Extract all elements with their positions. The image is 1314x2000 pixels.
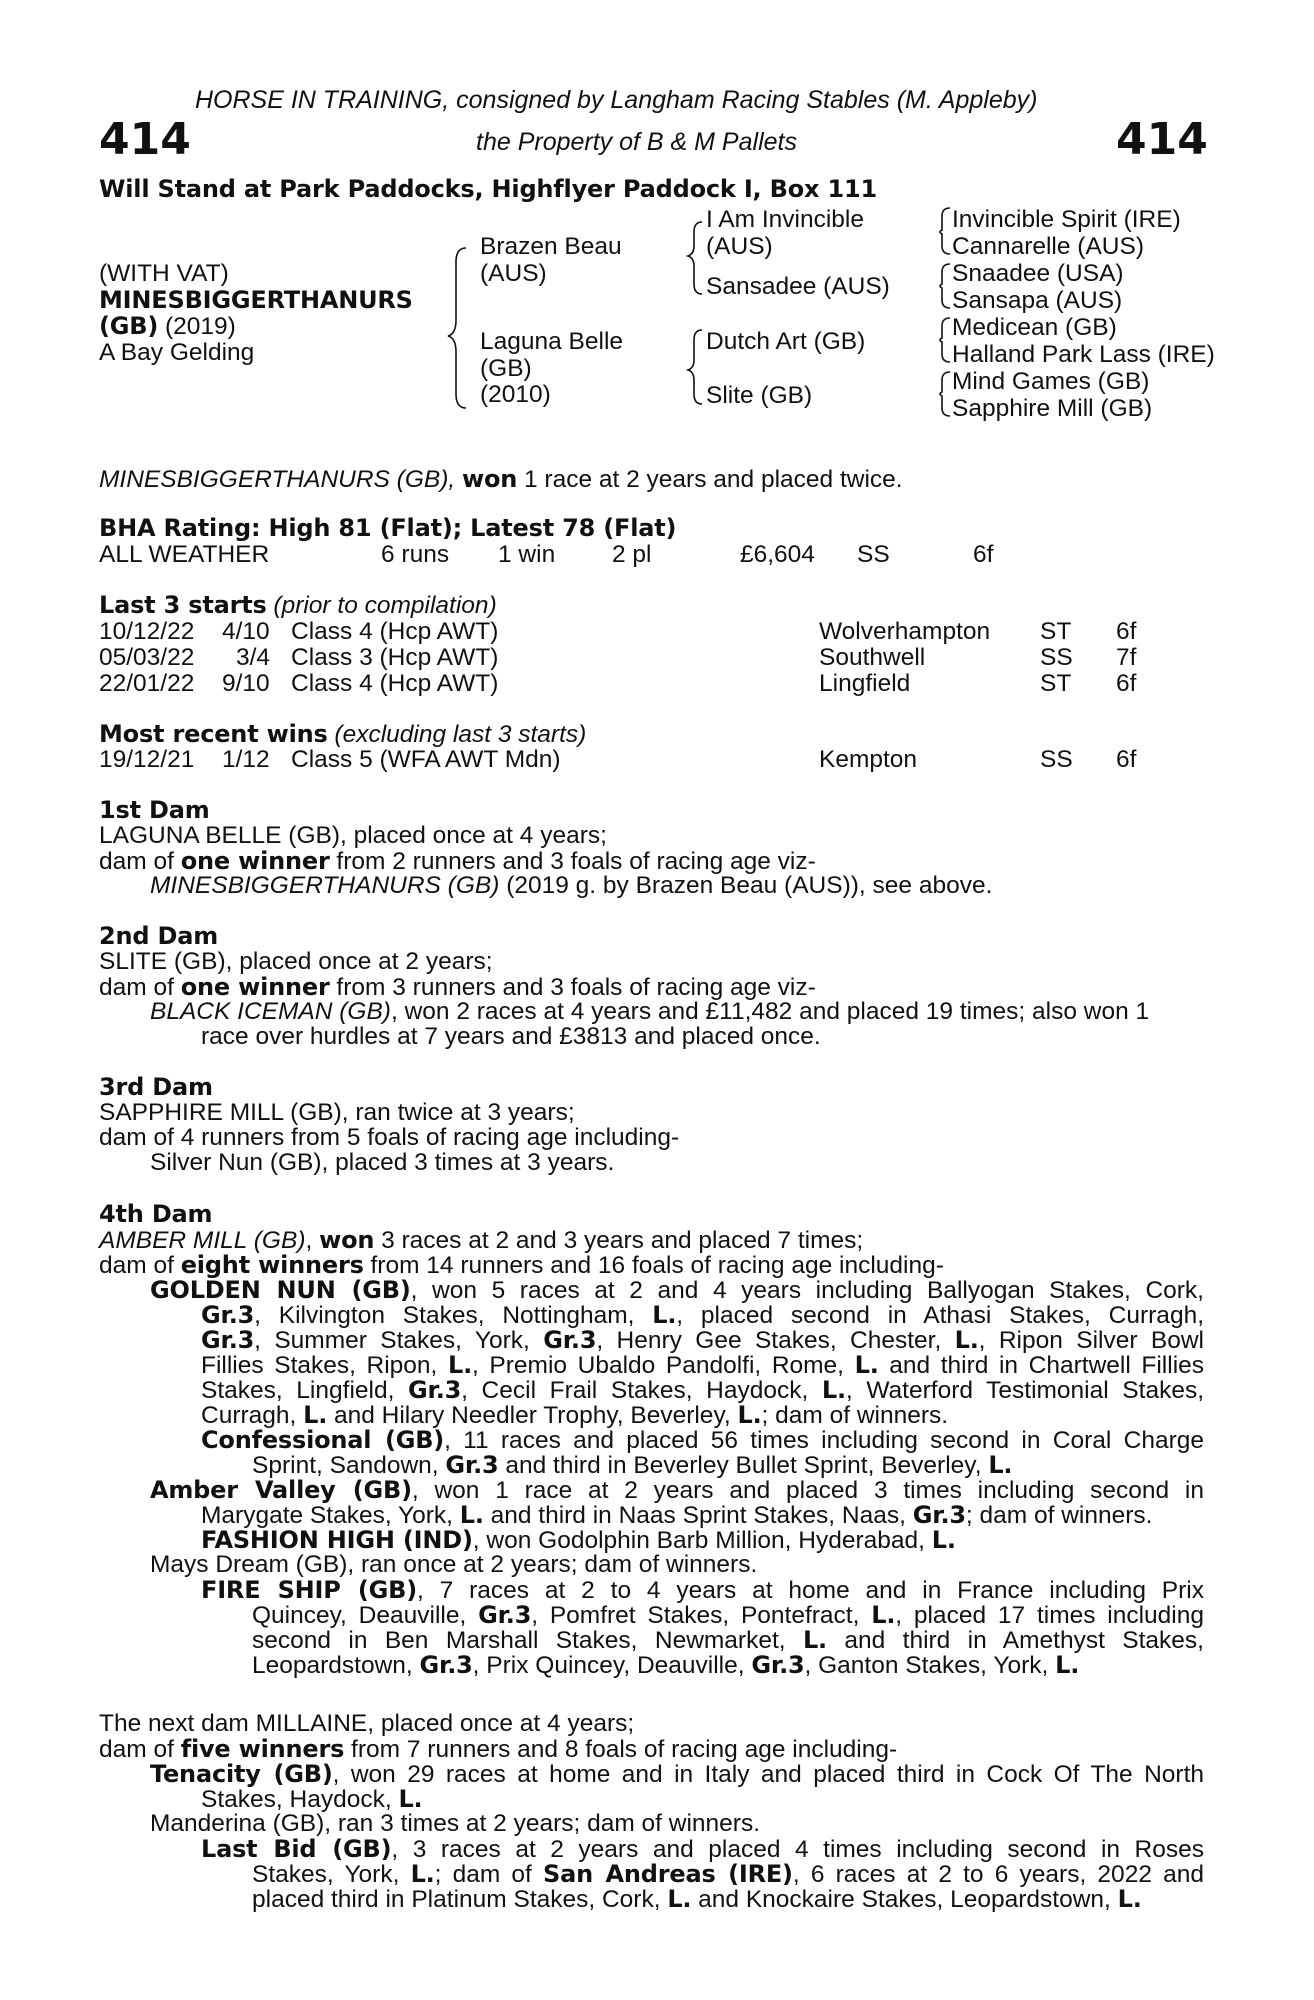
win-race: Class 5 (WFA AWT Mdn) xyxy=(291,746,561,773)
start-distance: 6f xyxy=(1116,670,1137,697)
dam-year: (2010) xyxy=(480,381,551,408)
fire-ship-line2 xyxy=(252,1603,1204,1629)
grade-badge: Gr.3 xyxy=(751,1651,805,1679)
gn3b: , Summer Stakes, York, xyxy=(254,1327,544,1354)
lb2e: , 6 races at 2 to 6 years, 2022 and xyxy=(792,1861,1204,1888)
dam2-line3 xyxy=(150,1000,1149,1025)
dam4-line2 xyxy=(99,1253,944,1279)
recent-wins-title: Most recent wins xyxy=(99,720,328,748)
fh1: , won Godolphin Barb Million, Hyderabad, xyxy=(472,1527,932,1554)
ten2a: Stakes, Haydock, xyxy=(201,1786,399,1813)
grade-badge: Gr.3 xyxy=(419,1651,473,1679)
dam4-l1d: 3 races at 2 and 3 years and placed 7 times; xyxy=(374,1227,864,1254)
dam1-l2c: from 2 runners and 3 foals of racing age viz- xyxy=(329,848,816,875)
ten1: , won 29 races at home and in Italy and placed third in Cock Of The North xyxy=(332,1761,1205,1788)
dam4-l2b: eight winners xyxy=(180,1251,364,1279)
listed-badge: L. xyxy=(410,1860,435,1888)
grade-badge: Gr.3 xyxy=(543,1326,597,1354)
listed-badge: L. xyxy=(303,1401,328,1429)
bha-rating: BHA Rating: High 81 (Flat); Latest 78 (Flat) xyxy=(99,514,677,542)
nd-l2c: from 7 runners and 8 foals of racing age including- xyxy=(344,1736,898,1763)
dam2-l2c: from 3 runners and 3 foals of racing age viz- xyxy=(329,974,816,1001)
dam-country: (GB) xyxy=(480,355,532,382)
dss-name: Medicean (GB) xyxy=(952,314,1117,341)
gn2b: , Kilvington Stakes, Nottingham, xyxy=(254,1302,653,1329)
last-bid-line2 xyxy=(252,1862,1204,1888)
start-race: Class 3 (Hcp AWT) xyxy=(291,644,499,671)
listed-badge: L. xyxy=(854,1351,879,1379)
gn5c: , Cecil Frail Stakes, Haydock, xyxy=(461,1377,822,1404)
rating-placed: 2 pl xyxy=(612,541,652,568)
start-going: ST xyxy=(1040,670,1072,697)
confessional-line2 xyxy=(252,1453,1012,1479)
san-andreas-name: San Andreas (IRE) xyxy=(543,1860,793,1888)
gn3d: , Henry Gee Stakes, Chester, xyxy=(596,1327,955,1354)
tenacity-line1 xyxy=(150,1762,1204,1788)
lb2c: ; dam of xyxy=(434,1861,544,1888)
lb2a: Stakes, York, xyxy=(252,1861,411,1888)
dam1-title: 1st Dam xyxy=(99,796,210,824)
fs3a: second in Ben Marshall Stakes, Newmarket, xyxy=(252,1627,803,1654)
dam4-line1 xyxy=(99,1228,863,1254)
header-property: the Property of B & M Pallets xyxy=(476,128,797,156)
start-date: 22/01/22 xyxy=(99,670,195,697)
rating-earnings: £6,604 xyxy=(740,541,815,568)
dam2-l3a: BLACK ICEMAN (GB) xyxy=(150,998,391,1025)
golden-nun-line1 xyxy=(150,1278,1204,1304)
recent-wins-note: (excluding last 3 starts) xyxy=(334,721,587,748)
am2e: ; dam of winners. xyxy=(965,1502,1153,1529)
conf2c: and third in Beverley Bullet Sprint, Beverley, xyxy=(498,1452,989,1479)
gn5e: , Waterford Testimonial Stakes, xyxy=(845,1377,1205,1404)
last-bid-line1 xyxy=(201,1837,1204,1863)
dam4-title: 4th Dam xyxy=(99,1200,213,1228)
gn6a: Curragh, xyxy=(201,1402,304,1429)
header-consignor: HORSE IN TRAINING, consigned by Langham Racing Stables (M. Appleby) xyxy=(195,86,1038,114)
tenacity-name: Tenacity (GB) xyxy=(150,1760,333,1788)
start-position: 4/10 xyxy=(222,618,270,645)
start-distance: 7f xyxy=(1116,644,1137,671)
nd-l2a: dam of xyxy=(99,1736,181,1763)
mays-dream-line: Mays Dream (GB), ran once at 2 years; dam of winners. xyxy=(150,1551,758,1578)
race-summary xyxy=(99,467,903,493)
golden-nun-line2 xyxy=(201,1303,1204,1329)
rating-wins: 1 win xyxy=(498,541,556,568)
win-date: 19/12/21 xyxy=(99,746,195,773)
dam2-l2b: one winner xyxy=(180,973,330,1001)
start-going: SS xyxy=(1040,644,1073,671)
dam2-line1: SLITE (GB), placed once at 2 years; xyxy=(99,948,493,975)
dam1-l3b: (2019 g. by Brazen Beau (AUS)), see above. xyxy=(499,872,993,899)
fs1: , 7 races at 2 to 4 years at home and in France including Prix xyxy=(417,1577,1205,1604)
dam-sire-name: Dutch Art (GB) xyxy=(706,328,866,355)
dam2-l3b: , won 2 races at 4 years and £11,482 and placed 19 times; also won 1 xyxy=(390,998,1150,1025)
horse-description: A Bay Gelding xyxy=(99,339,255,366)
horse-name: MINESBIGGERTHANURS xyxy=(99,286,413,314)
fs2c: , Pomfret Stakes, Pontefract, xyxy=(531,1602,872,1629)
fs4c: , Prix Quincey, Deauville, xyxy=(472,1652,752,1679)
last-bid-name: Last Bid (GB) xyxy=(201,1835,392,1863)
win-distance: 6f xyxy=(1116,746,1137,773)
dam2-line4: race over hurdles at 7 years and £3813 and placed once. xyxy=(201,1023,821,1050)
grade-badge: Gr.3 xyxy=(408,1376,462,1404)
start-date: 10/12/22 xyxy=(99,618,195,645)
manderina-line: Manderina (GB), ran 3 times at 2 years; dam of winners. xyxy=(150,1810,761,1837)
grade-badge: Gr.3 xyxy=(201,1326,255,1354)
start-position: 3/4 xyxy=(236,644,271,671)
listed-badge: L. xyxy=(954,1326,979,1354)
grade-badge: Gr.3 xyxy=(201,1301,255,1329)
golden-nun-line5 xyxy=(201,1378,1204,1404)
confessional-line1 xyxy=(201,1428,1204,1454)
fashion-high-name: FASHION HIGH (IND) xyxy=(201,1526,473,1554)
last-starts-note: (prior to compilation) xyxy=(273,592,497,619)
dam4-l2c: from 14 runners and 16 foals of racing age including- xyxy=(363,1252,944,1279)
amber-valley-name: Amber Valley (GB) xyxy=(150,1476,412,1504)
start-position: 9/10 xyxy=(222,670,270,697)
golden-nun-line4 xyxy=(201,1353,1204,1379)
start-course: Southwell xyxy=(819,644,926,671)
grade-badge: Gr.3 xyxy=(912,1501,966,1529)
dam3-line2: dam of 4 runners from 5 foals of racing age including- xyxy=(99,1124,680,1151)
gn4e: and third in Chartwell Fillies xyxy=(878,1352,1205,1379)
grade-badge: Gr.3 xyxy=(478,1601,532,1629)
start-race: Class 4 (Hcp AWT) xyxy=(291,670,499,697)
amber-valley-line2 xyxy=(201,1503,1152,1529)
rating-going: SS xyxy=(857,541,890,568)
dam1-l3a: MINESBIGGERTHANURS (GB) xyxy=(150,872,500,899)
listed-badge: L. xyxy=(667,1885,692,1913)
fire-ship-line3 xyxy=(252,1628,1204,1654)
gn4c: , Premio Ubaldo Pandolfi, Rome, xyxy=(472,1352,855,1379)
next-dam-line2 xyxy=(99,1737,897,1763)
horse-country: (GB) xyxy=(99,312,159,340)
sds-name: Snaadee (USA) xyxy=(952,260,1124,287)
vat-note: (WITH VAT) xyxy=(99,260,229,287)
horse-year: (2019) xyxy=(164,313,236,340)
fashion-high-line xyxy=(201,1528,956,1554)
summary-text: 1 race at 2 years and placed twice. xyxy=(523,466,903,493)
summary-horse: MINESBIGGERTHANURS (GB), xyxy=(99,466,456,493)
win-course: Kempton xyxy=(819,746,918,773)
dam2-title: 2nd Dam xyxy=(99,922,219,950)
dam3-title: 3rd Dam xyxy=(99,1073,213,1101)
dam3-line1: SAPPHIRE MILL (GB), ran twice at 3 years; xyxy=(99,1099,575,1126)
dsd-name: Halland Park Lass (IRE) xyxy=(952,341,1215,368)
dam4-l1a: AMBER MILL (GB) xyxy=(99,1227,306,1254)
listed-badge: L. xyxy=(459,1501,484,1529)
ssd-name: Cannarelle (AUS) xyxy=(952,233,1144,260)
dam2-line2 xyxy=(99,975,816,1001)
fire-ship-line1 xyxy=(201,1578,1204,1604)
golden-nun-name: GOLDEN NUN (GB) xyxy=(150,1276,411,1304)
dam1-l2a: dam of xyxy=(99,848,181,875)
rating-runs: 6 runs xyxy=(381,541,450,568)
dds-name: Mind Games (GB) xyxy=(952,368,1150,395)
sss-name: Invincible Spirit (IRE) xyxy=(952,206,1181,233)
fs4e: , Ganton Stakes, York, xyxy=(804,1652,1056,1679)
dam1-line1: LAGUNA BELLE (GB), placed once at 4 years; xyxy=(99,822,607,849)
fs2a: Quincey, Deauville, xyxy=(252,1602,479,1629)
sdd-name: Sansapa (AUS) xyxy=(952,287,1123,314)
lb3c: and Knockaire Stakes, Leopardstown, xyxy=(691,1886,1118,1913)
sire-sire-name: I Am Invincible xyxy=(706,206,864,233)
gn5a: Stakes, Lingfield, xyxy=(201,1377,408,1404)
gn1: , won 5 races at 2 and 4 years including Ballyogan Stakes, Cork, xyxy=(410,1277,1204,1304)
am2a: Marygate Stakes, York, xyxy=(201,1502,460,1529)
confessional-name: Confessional (GB) xyxy=(201,1426,445,1454)
listed-badge: L. xyxy=(447,1351,472,1379)
rating-surface: ALL WEATHER xyxy=(99,541,270,568)
listed-badge: L. xyxy=(398,1785,423,1813)
win-going: SS xyxy=(1040,746,1073,773)
start-race: Class 4 (Hcp AWT) xyxy=(291,618,499,645)
listed-badge: L. xyxy=(931,1526,956,1554)
golden-nun-line3 xyxy=(201,1328,1204,1354)
gn4a: Fillies Stakes, Ripon, xyxy=(201,1352,448,1379)
dam4-l2a: dam of xyxy=(99,1252,181,1279)
dam3-line3: Silver Nun (GB), placed 3 times at 3 years. xyxy=(150,1149,615,1176)
listed-badge: L. xyxy=(821,1376,846,1404)
golden-nun-line6 xyxy=(201,1403,948,1429)
next-dam-line1: The next dam MILLAINE, placed once at 4 years; xyxy=(99,1710,635,1737)
grade-badge: Gr.3 xyxy=(445,1451,499,1479)
am1: , won 1 race at 2 years and placed 3 times including second in xyxy=(411,1477,1204,1504)
lb3a: placed third in Platinum Stakes, Cork, xyxy=(252,1886,668,1913)
sire-country: (AUS) xyxy=(480,260,547,287)
stable-location: Will Stand at Park Paddocks, Highflyer Paddock I, Box 111 xyxy=(99,175,877,203)
recent-wins-heading xyxy=(99,722,586,748)
listed-badge: L. xyxy=(802,1626,827,1654)
start-distance: 6f xyxy=(1116,618,1137,645)
last-bid-line3 xyxy=(252,1887,1142,1913)
win-position: 1/12 xyxy=(222,746,270,773)
gn3f: , Ripon Silver Bowl xyxy=(978,1327,1204,1354)
sire-sire-country: (AUS) xyxy=(706,233,773,260)
dam2-l2a: dam of xyxy=(99,974,181,1001)
dam1-l2b: one winner xyxy=(180,847,330,875)
last-starts-heading xyxy=(99,593,497,619)
listed-badge: L. xyxy=(1117,1885,1142,1913)
listed-badge: L. xyxy=(652,1301,677,1329)
fs4a: Leopardstown, xyxy=(252,1652,420,1679)
summary-won: won xyxy=(462,465,518,493)
amber-valley-line1 xyxy=(150,1478,1204,1504)
start-date: 05/03/22 xyxy=(99,644,195,671)
listed-badge: L. xyxy=(988,1451,1013,1479)
dam1-line3 xyxy=(150,874,992,899)
nd-l2b: five winners xyxy=(180,1735,345,1763)
conf2a: Sprint, Sandown, xyxy=(252,1452,446,1479)
lb1: , 3 races at 2 years and placed 4 times including second in Roses xyxy=(391,1836,1204,1863)
lot-number-left: 414 xyxy=(99,114,191,165)
rating-distance: 6f xyxy=(973,541,994,568)
dam-name: Laguna Belle xyxy=(480,328,624,355)
fire-ship-name: FIRE SHIP (GB) xyxy=(201,1576,418,1604)
fs2e: , placed 17 times including xyxy=(895,1602,1204,1629)
listed-badge: L. xyxy=(1055,1651,1080,1679)
conf1: , 11 races and placed 56 times including second in Coral Charge xyxy=(444,1427,1204,1454)
sire-dam-name: Sansadee (AUS) xyxy=(706,273,890,300)
gn2d: , placed second in Athasi Stakes, Curragh, xyxy=(676,1302,1204,1329)
last-starts-title: Last 3 starts xyxy=(99,591,267,619)
am2c: and third in Naas Sprint Stakes, Naas, xyxy=(483,1502,913,1529)
gn6e: ; dam of winners. xyxy=(761,1402,949,1429)
dam-dam-name: Slite (GB) xyxy=(706,382,813,409)
start-course: Lingfield xyxy=(819,670,911,697)
fs3c: and third in Amethyst Stakes, xyxy=(826,1627,1204,1654)
lot-number-right: 414 xyxy=(1116,114,1208,165)
sire-name: Brazen Beau xyxy=(480,233,622,260)
dam1-line2 xyxy=(99,849,816,875)
start-course: Wolverhampton xyxy=(819,618,991,645)
ddd-name: Sapphire Mill (GB) xyxy=(952,395,1153,422)
listed-badge: L. xyxy=(871,1601,896,1629)
dam4-l1b: , xyxy=(305,1227,320,1254)
start-going: ST xyxy=(1040,618,1072,645)
listed-badge: L. xyxy=(737,1401,762,1429)
tenacity-line2 xyxy=(201,1787,422,1813)
dam4-l1c: won xyxy=(319,1226,375,1254)
fire-ship-line4 xyxy=(252,1653,1079,1679)
gn6c: and Hilary Needler Trophy, Beverley, xyxy=(327,1402,738,1429)
